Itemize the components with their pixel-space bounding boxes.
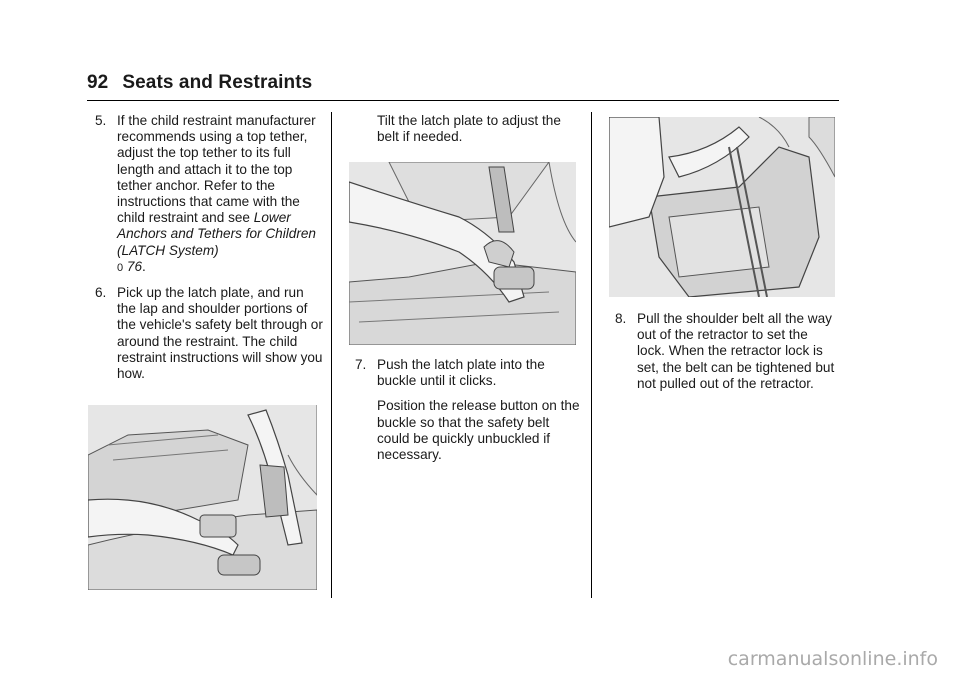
step-8-text: Pull the shoulder belt all the way out of the retractor to set the lock. When the retractor lock is set, the belt can be tightened but not pulled out of the retractor.: [637, 311, 835, 391]
step-6-number: 6.: [95, 285, 107, 301]
figure-pull-shoulder-belt: [609, 117, 835, 297]
step-5-text: If the child restraint manufacturer recommends using a top tether, adjust the top tether to its full length and attach it to the top tether anchor. Refer to the instructions that came with the child restraint and see: [117, 113, 316, 226]
figure-push-latch-plate: [349, 162, 576, 345]
step-8: [611, 311, 839, 392]
step-6: [91, 285, 323, 382]
column-3-text: [611, 311, 839, 401]
column-1-text: [91, 113, 323, 391]
step-7-number: 7.: [355, 357, 367, 372]
watermark: carmanualsonline.info: [727, 648, 938, 670]
tilt-paragraph: Tilt the latch plate to adjust the belt if needed.: [377, 113, 561, 145]
step-6-text: Pick up the latch plate, and run the lap and shoulder portions of the vehicle's safety belt through or around the restraint. The child restraint instructions will show you how.: [117, 285, 323, 382]
step-5: [91, 113, 323, 276]
step-5-ref-end: .: [142, 258, 146, 274]
step-8-number: 8.: [615, 311, 627, 326]
header-rule: [87, 100, 839, 101]
step-7: [351, 357, 583, 389]
step-7-text: Push the latch plate into the buckle until it clicks.: [377, 357, 545, 389]
release-paragraph: Position the release button on the buckle so that the safety belt could be quickly unbuckled if necessary.: [377, 398, 580, 463]
column-divider-right: [591, 112, 592, 598]
step-5-link[interactable]: Lower Anchors and Tethers for Children (LATCH System): [117, 210, 316, 258]
page-number: 92: [87, 72, 109, 93]
column-divider-left: [331, 112, 332, 598]
column-2-text-top: [351, 113, 583, 154]
section-title: Seats and Restraints: [122, 72, 313, 93]
step-5-number: 5.: [95, 113, 107, 128]
step-5-ref-page[interactable]: 76: [126, 258, 143, 274]
page-header: [87, 72, 312, 94]
column-2-text-bottom: [351, 357, 583, 472]
page-reference-icon: 0: [117, 261, 124, 274]
figure-latch-plate-hand: [88, 405, 317, 590]
